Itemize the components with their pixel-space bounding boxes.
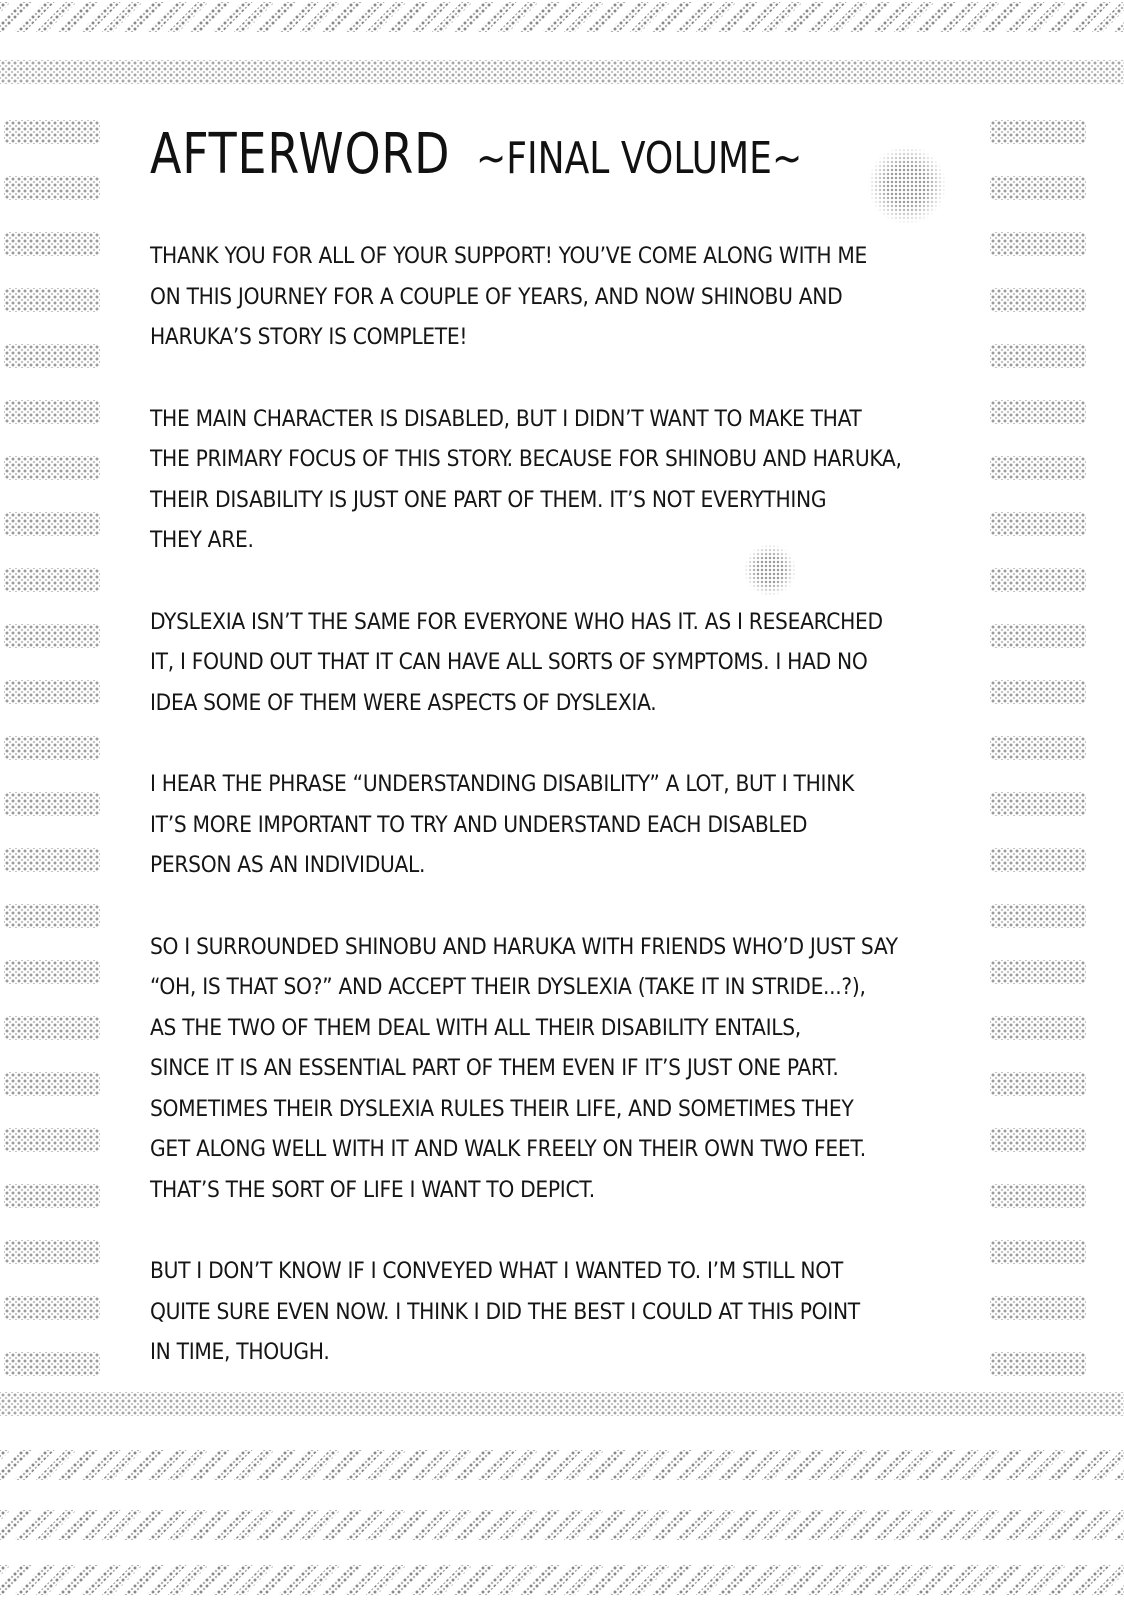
text-line: THEIR DISABILITY IS JUST ONE PART OF THEM. IT’S NOT EVERYTHING (150, 486, 827, 513)
right-lace-segment (990, 904, 1086, 928)
paragraph (150, 399, 970, 561)
paragraph (150, 1251, 970, 1373)
page-heading (150, 122, 970, 202)
left-lace-segment (4, 1296, 100, 1320)
text-line: IDEA SOME OF THEM WERE ASPECTS OF DYSLEXIA. (150, 689, 657, 716)
right-lace-segment (990, 344, 1086, 368)
left-lace-segment (4, 176, 100, 200)
top-lace-border (0, 2, 1124, 32)
right-lace-segment (990, 120, 1086, 144)
text-line: IN TIME, THOUGH. (150, 1339, 330, 1365)
left-lace-segment (4, 1240, 100, 1264)
right-lace-segment (990, 1128, 1086, 1152)
text-line: SOMETIMES THEIR DYSLEXIA RULES THEIR LIFE, AND SOMETIMES THEY (150, 1095, 854, 1122)
left-lace-segment (4, 792, 100, 816)
left-lace-segment (4, 1352, 100, 1376)
right-lace-segment (990, 1352, 1086, 1376)
text-line: QUITE SURE EVEN NOW. I THINK I DID THE BEST I COULD AT THIS POINT (150, 1298, 860, 1325)
left-lace-segment (4, 848, 100, 872)
left-lace-segment (4, 624, 100, 648)
text-line: AS THE TWO OF THEM DEAL WITH ALL THEIR DISABILITY ENTAILS, (150, 1014, 801, 1041)
bottom-lace-border-4 (0, 1565, 1124, 1595)
right-lace-segment (990, 456, 1086, 480)
text-line: THE MAIN CHARACTER IS DISABLED, BUT I DIDN’T WANT TO MAKE THAT (150, 405, 862, 432)
right-lace-segment (990, 1072, 1086, 1096)
left-lace-segment (4, 1072, 100, 1096)
right-lace-segment (990, 848, 1086, 872)
text-line: THE PRIMARY FOCUS OF THIS STORY. BECAUSE FOR SHINOBU AND HARUKA, (150, 446, 902, 472)
afterword-body (150, 236, 970, 1414)
left-lace-segment (4, 400, 100, 424)
left-lace-segment (4, 1184, 100, 1208)
right-lace-segment (990, 400, 1086, 424)
paragraph (150, 927, 970, 1211)
left-lace-segment (4, 1128, 100, 1152)
right-lace-segment (990, 568, 1086, 592)
right-lace-segment (990, 1184, 1086, 1208)
text-line: THAT’S THE SORT OF LIFE I WANT TO DEPICT. (150, 1176, 595, 1203)
right-lace-segment (990, 680, 1086, 704)
text-line: I HEAR THE PHRASE “UNDERSTANDING DISABILITY” A LOT, BUT I THINK (150, 771, 855, 797)
left-lace-segment (4, 1016, 100, 1040)
right-lace-segment (990, 512, 1086, 536)
text-line: GET ALONG WELL WITH IT AND WALK FREELY ON THEIR OWN TWO FEET. (150, 1136, 866, 1162)
left-lace-segment (4, 456, 100, 480)
right-lace-segment (990, 736, 1086, 760)
left-lace-segment (4, 680, 100, 704)
heading-title: AFTERWORD (150, 122, 451, 187)
right-lace-segment (990, 960, 1086, 984)
right-lace-segment (990, 1240, 1086, 1264)
left-lace-segment (4, 960, 100, 984)
left-lace-segment (4, 232, 100, 256)
text-line: IT, I FOUND OUT THAT IT CAN HAVE ALL SORTS OF SYMPTOMS. I HAD NO (150, 649, 868, 675)
paragraph (150, 764, 970, 886)
left-lace-segment (4, 120, 100, 144)
paragraph (150, 236, 970, 358)
paragraph (150, 602, 970, 724)
bottom-lace-border-2 (0, 1450, 1124, 1480)
heading-subtitle: ~FINAL VOLUME~ (476, 133, 803, 184)
text-line: SO I SURROUNDED SHINOBU AND HARUKA WITH FRIENDS WHO’D JUST SAY (150, 933, 898, 960)
right-lace-segment (990, 288, 1086, 312)
bottom-lace-border-3 (0, 1510, 1124, 1540)
text-line: ON THIS JOURNEY FOR A COUPLE OF YEARS, AND NOW SHINOBU AND (150, 283, 843, 310)
right-lace-segment (990, 792, 1086, 816)
right-lace-segment (990, 1296, 1086, 1320)
left-lace-segment (4, 512, 100, 536)
right-lace-segment (990, 624, 1086, 648)
top-lace-band (0, 60, 1124, 84)
left-lace-segment (4, 568, 100, 592)
text-line: THANK YOU FOR ALL OF YOUR SUPPORT! YOU’VE COME ALONG WITH ME (150, 243, 868, 269)
left-lace-segment (4, 288, 100, 312)
left-lace-segment (4, 904, 100, 928)
right-lace-segment (990, 1016, 1086, 1040)
text-line: DYSLEXIA ISN’T THE SAME FOR EVERYONE WHO HAS IT. AS I RESEARCHED (150, 608, 883, 635)
text-line: THEY ARE. (150, 527, 254, 553)
text-line: IT’S MORE IMPORTANT TO TRY AND UNDERSTAND EACH DISABLED (150, 811, 808, 838)
text-line: “OH, IS THAT SO?” AND ACCEPT THEIR DYSLEXIA (TAKE IT IN STRIDE...?), (150, 974, 866, 1000)
left-lace-segment (4, 344, 100, 368)
text-line: PERSON AS AN INDIVIDUAL. (150, 852, 426, 878)
left-lace-segment (4, 736, 100, 760)
right-lace-segment (990, 232, 1086, 256)
text-line: BUT I DON’T KNOW IF I CONVEYED WHAT I WANTED TO. I’M STILL NOT (150, 1258, 843, 1284)
text-line: SINCE IT IS AN ESSENTIAL PART OF THEM EVEN IF IT’S JUST ONE PART. (150, 1055, 839, 1081)
right-lace-segment (990, 176, 1086, 200)
text-line: HARUKA’S STORY IS COMPLETE! (150, 324, 468, 350)
